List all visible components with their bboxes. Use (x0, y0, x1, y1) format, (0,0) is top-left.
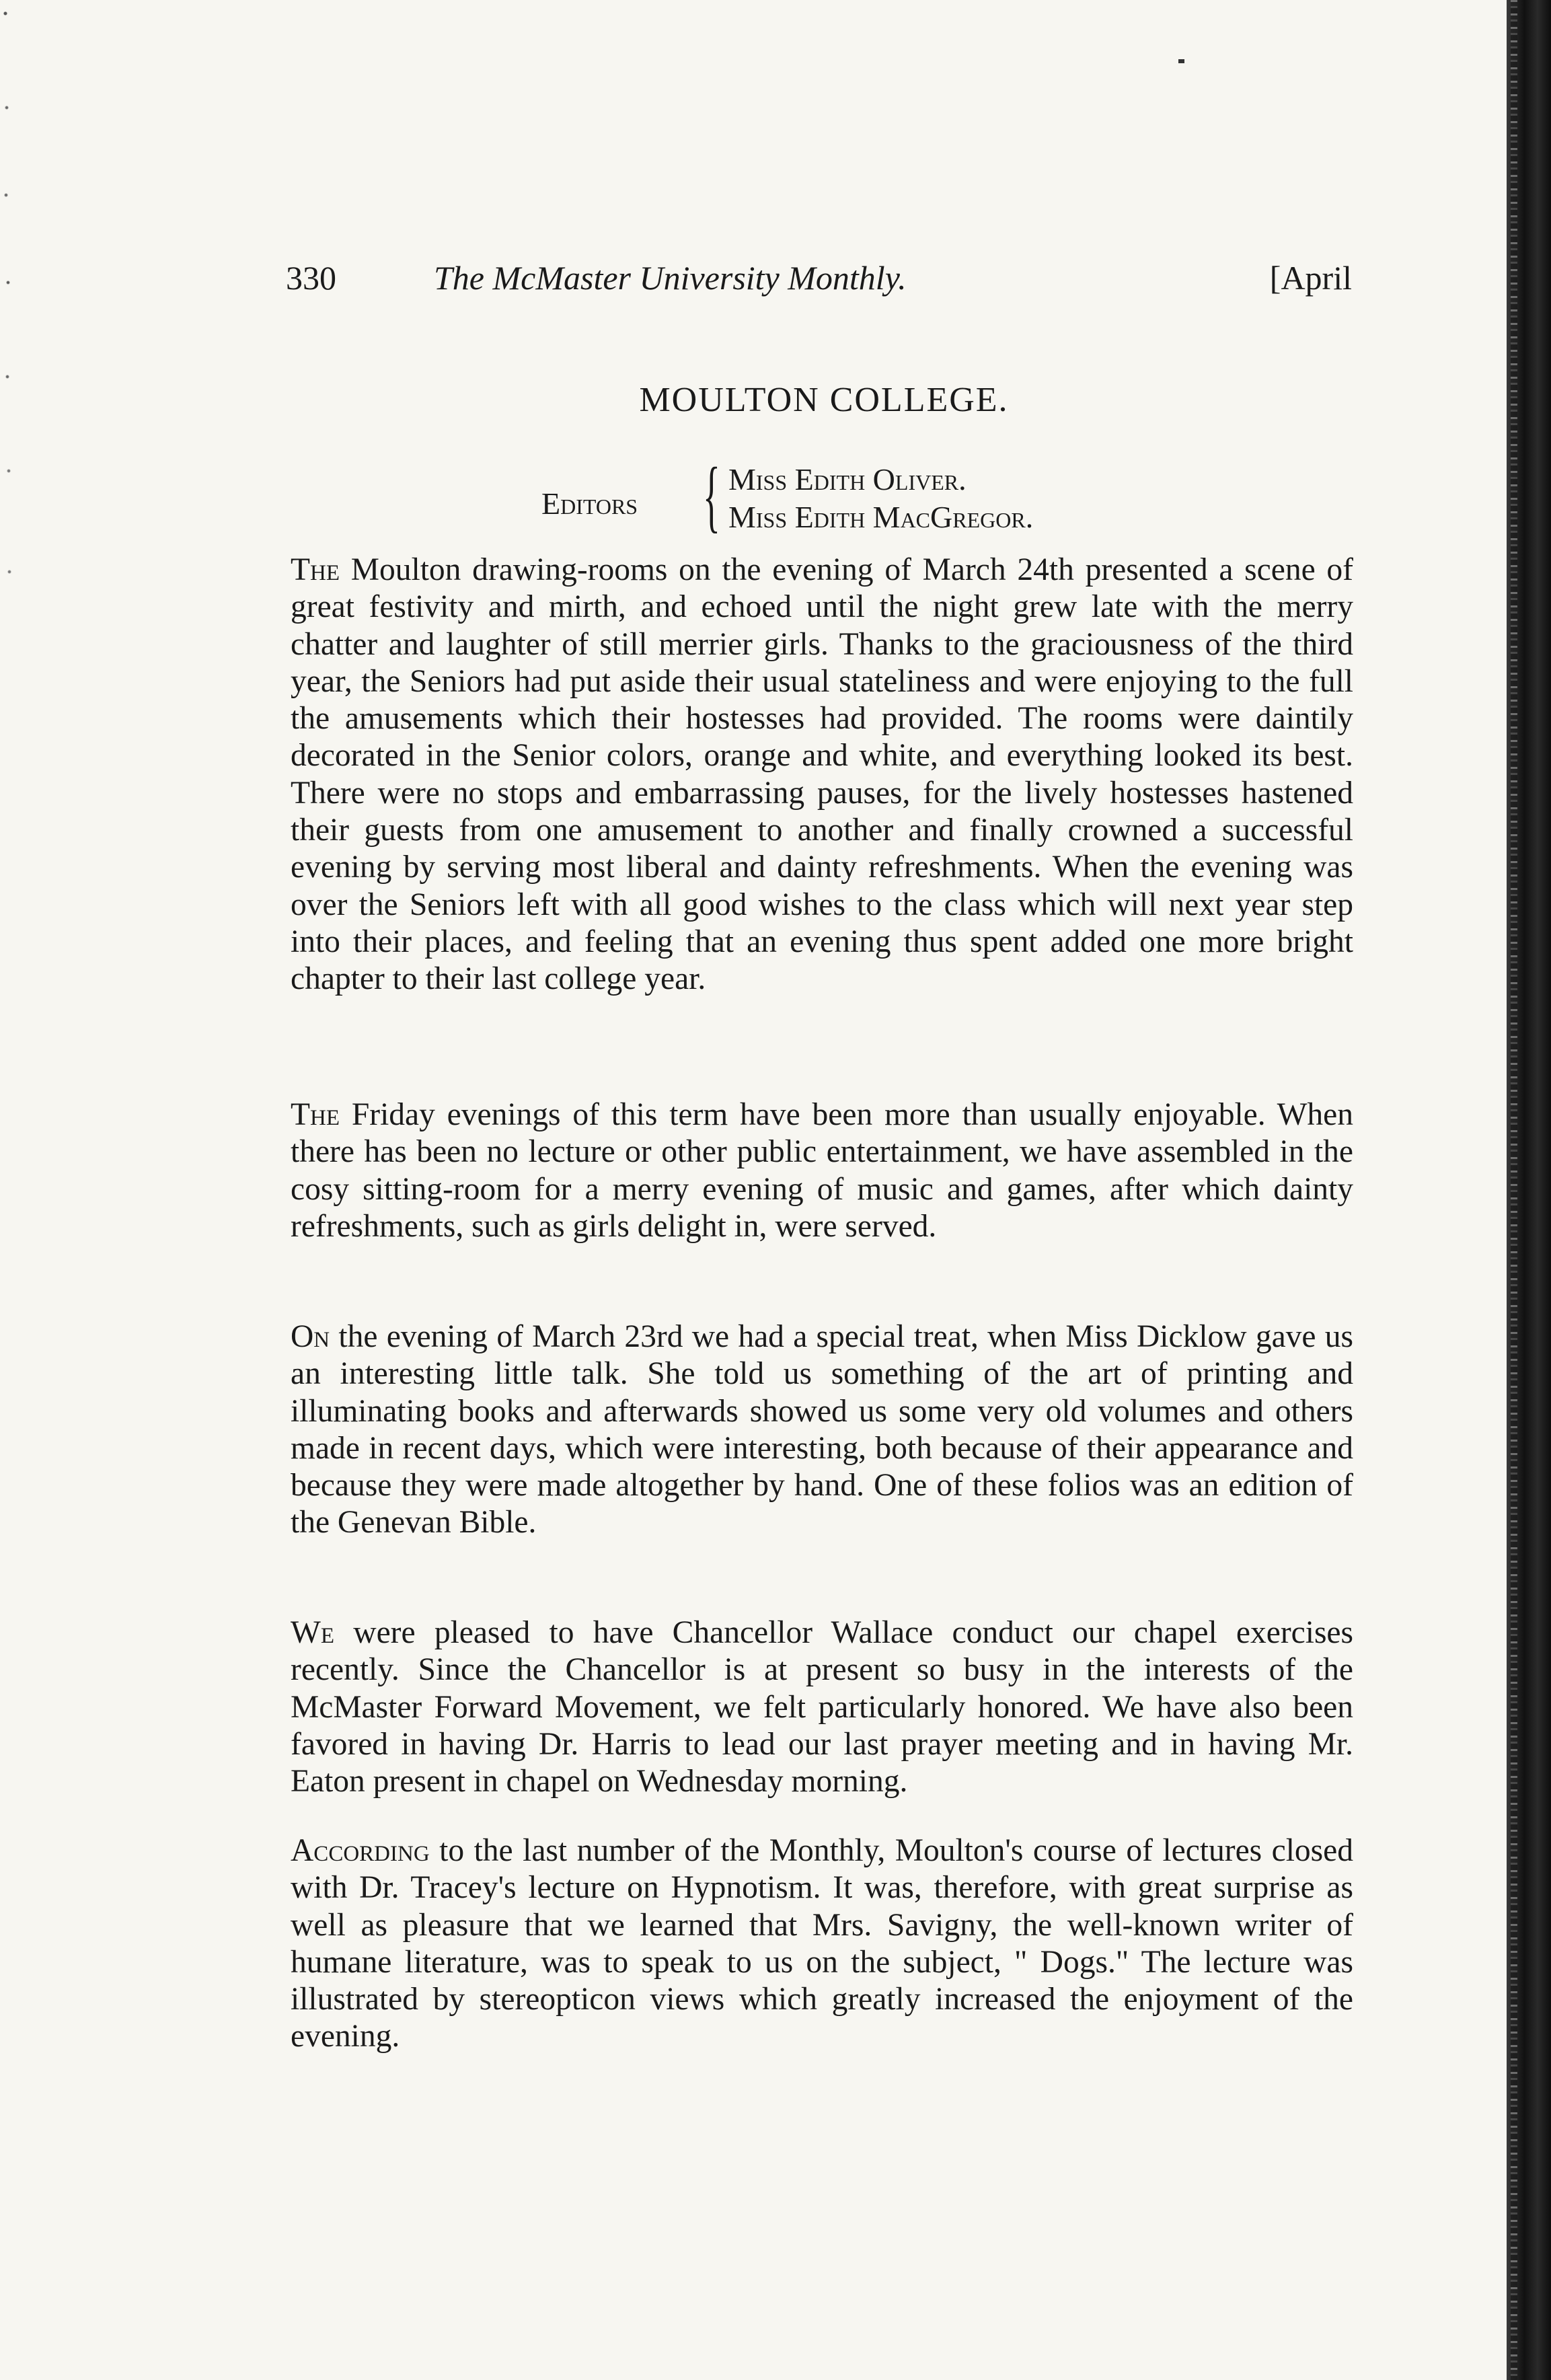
paragraph-friday-evenings (291, 1096, 1353, 1245)
scan-margin-specks (0, 0, 20, 2380)
paragraph-body: to the last number of the Monthly, Moulton's course of lectures closed with Dr. Tracey's lecture on Hypnotism. It was, therefore, with great surprise as well as pleasure that we learned that Mrs. Savigny, the well-known writer of humane literature, was to speak to us on the subject, " Dogs." The lecture was illustrated by stereopticon views which greatly increased the enjoyment of the evening. (291, 1833, 1353, 2054)
paragraph-body: Moulton drawing-rooms on the evening of March 24th presented a scene of great festivity and mirth, and echoed until the night grew late with the merry chatter and laughter of still merrier girls. Thanks to the graciousness of the third year, the Seniors had put aside their usual stateliness and were enjoying to the full the amusements which their hostesses had provided. The rooms were daintily decorated in the Senior colors, orange and white, and everything looked its best. There were no stops and embarrassing pauses, for the lively hostesses hastened their guests from one amusement to another and finally crowned a successful evening by serving most liberal and dainty refreshments. When the evening was over the Seniors left with all good wishes to the class which will next year step into their places, and feeling that an evening thus spent added one more bright chapter to their last college year. (291, 552, 1353, 997)
editors-label: Editors (541, 486, 638, 521)
issue-month: [April (1269, 259, 1352, 297)
journal-title: The McMaster University Monthly. (434, 259, 907, 297)
paragraph-lead: The (291, 552, 340, 587)
paragraph-body: the evening of March 23rd we had a special treat, when Miss Dicklow gave us an interesting little talk. She told us something of the art of printing and illuminating books and afterwards showed us some very old volumes and others made in recent days, which were interesting, both because of their appearance and because they were made altogether by hand. One of these folios was an edition of the Genevan Bible. (291, 1319, 1353, 1540)
paragraph-lead: According (291, 1833, 430, 1868)
paragraph-lead: We (291, 1615, 334, 1650)
curly-brace-icon: { (703, 451, 720, 540)
paragraph-drawing-room-party (291, 552, 1353, 998)
editors-block (541, 451, 1349, 547)
editor-name: Miss Edith MacGregor. (728, 500, 1034, 534)
paragraph-lecture-course (291, 1832, 1353, 2056)
paragraph-body: were pleased to have Chancellor Wallace conduct our chapel exercises recently. Since the Chancellor is at present so busy in the interests of the McMaster Forward Movement, we felt particularly honored. We have also been favored in having Dr. Harris to lead our last prayer meeting and in having Mr. Eaton present in chapel on Wednesday morning. (291, 1615, 1353, 1799)
editor-name: Miss Edith Oliver. (728, 462, 967, 496)
paragraph-lead: The (291, 1097, 340, 1132)
paragraph-lead: On (291, 1319, 330, 1354)
section-title: MOULTON COLLEGE. (639, 381, 1009, 419)
page-number: 330 (286, 259, 336, 297)
running-head (286, 254, 1362, 301)
scan-binding-edge (1507, 0, 1551, 2380)
paragraph-miss-dicklow-talk (291, 1318, 1353, 1542)
paragraph-chapel-exercises (291, 1614, 1353, 1800)
paragraph-body: Friday evenings of this term have been more than usually enjoyable. When there has been no lecture or other public entertainment, we have assembled in the cosy sitting-room for a merry evening of music and games, after which dainty refreshments, such as girls delight in, were served. (291, 1097, 1353, 1244)
scan-speck (1178, 59, 1184, 63)
